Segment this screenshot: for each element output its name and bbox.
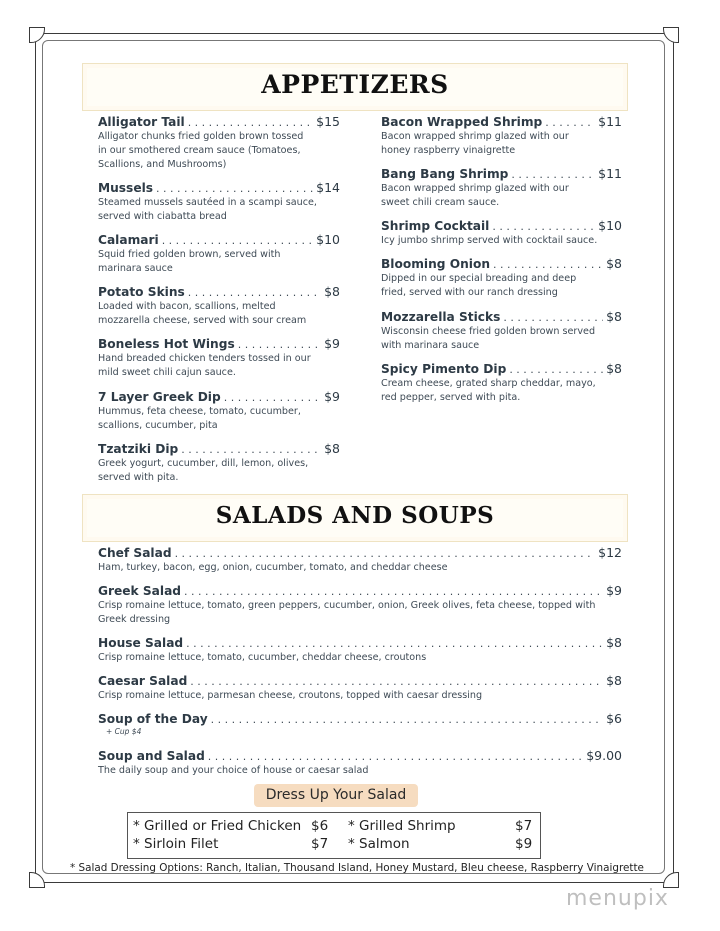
item-price: $8 — [606, 309, 622, 324]
item-description: Hummus, feta cheese, tomato, cucumber, scallions, cucumber, pita — [98, 406, 301, 431]
menu-item — [98, 583, 622, 627]
item-description: Crisp romaine lettuce, parmesan cheese, croutons, topped with caesar dressing — [98, 690, 483, 701]
item-price: $11 — [598, 114, 622, 129]
item-name: Shrimp Cocktail — [381, 219, 490, 233]
addon-name: * Sirloin Filet — [133, 836, 219, 852]
addon-price: $7 — [311, 836, 329, 852]
menu-item — [98, 635, 622, 665]
salad-addons-box — [127, 812, 541, 859]
menu-item — [381, 256, 622, 300]
item-name: Potato Skins — [98, 285, 185, 299]
item-description: Hand breaded chicken tenders tossed in our mild sweet chili cajun sauce. — [98, 353, 311, 378]
item-description: Alligator chunks fried golden brown tossed in our smothered cream sauce (Tomatoes, Scallions, and Mushrooms) — [98, 131, 304, 170]
item-name: Soup of the Day — [98, 712, 208, 726]
appetizers-title: APPETIZERS — [261, 70, 449, 99]
item-description: Greek yogurt, cucumber, dill, lemon, olives, served with pita. — [98, 458, 309, 483]
addon-name: * Salmon — [348, 836, 410, 852]
item-description: Crisp romaine lettuce, tomato, cucumber, cheddar cheese, croutons — [98, 652, 427, 663]
item-price: $8 — [324, 441, 340, 456]
menu-item — [98, 284, 340, 328]
item-name: Tzatziki Dip — [98, 442, 179, 456]
item-price: $9.00 — [586, 748, 622, 763]
item-price: $11 — [598, 166, 622, 181]
addon-price: $7 — [515, 818, 533, 834]
item-price: $10 — [598, 218, 622, 233]
menu-item — [98, 545, 622, 575]
item-description: Icy jumbo shrimp served with cocktail sauce. — [381, 235, 598, 246]
menu-item — [98, 441, 340, 485]
dress-up-salad-label: Dress Up Your Salad — [254, 784, 418, 807]
item-name: 7 Layer Greek Dip — [98, 390, 221, 404]
salad-dressing-options: * Salad Dressing Options: Ranch, Italian, Thousand Island, Honey Mustard, Bleu cheese, Raspberry Vinaigrette — [70, 862, 644, 874]
menu-item — [98, 673, 622, 703]
item-price: $9 — [324, 336, 340, 351]
item-name: Boneless Hot Wings — [98, 337, 235, 351]
item-addon-note: + Cup $4 — [106, 727, 142, 736]
item-price: $8 — [324, 284, 340, 299]
item-name: Caesar Salad — [98, 674, 188, 688]
item-name: Bang Bang Shrimp — [381, 167, 509, 181]
item-price: $8 — [606, 673, 622, 688]
menu-item — [381, 166, 622, 210]
item-description: Loaded with bacon, scallions, melted mozzarella cheese, served with sour cream — [98, 301, 307, 326]
menu-item — [98, 748, 622, 778]
menu-item — [98, 232, 340, 276]
item-description: Cream cheese, grated sharp cheddar, mayo, red pepper, served with pita. — [381, 378, 596, 403]
item-description: Dipped in our special breading and deep fried, served with our ranch dressing — [381, 273, 577, 298]
item-name: House Salad — [98, 636, 184, 650]
item-name: Alligator Tail — [98, 115, 185, 129]
item-description: Bacon wrapped shrimp glazed with our honey raspberry vinaigrette — [381, 131, 569, 156]
menu-item — [98, 336, 340, 380]
item-name: Greek Salad — [98, 584, 182, 598]
menu-item — [98, 180, 340, 224]
salads-title: SALADS AND SOUPS — [215, 502, 495, 529]
addon-name: * Grilled or Fried Chicken — [133, 818, 302, 834]
item-description: Bacon wrapped shrimp glazed with our sweet chili cream sauce. — [381, 183, 569, 208]
item-description: Crisp romaine lettuce, tomato, green peppers, cucumber, onion, Greek olives, feta cheese, topped with Greek dressing — [98, 600, 596, 625]
item-name: Soup and Salad — [98, 749, 205, 763]
menu-item — [381, 114, 622, 158]
item-price: $8 — [606, 361, 622, 376]
item-price: $9 — [324, 389, 340, 404]
watermark: menupix — [566, 886, 669, 911]
item-price: $8 — [606, 256, 622, 271]
item-description: Wisconsin cheese fried golden brown served with marinara sauce — [381, 326, 596, 351]
menu-item — [381, 309, 622, 353]
menu-item — [381, 361, 622, 405]
item-price: $14 — [316, 180, 340, 195]
item-price: $10 — [316, 232, 340, 247]
item-price: $9 — [606, 583, 622, 598]
item-description: Steamed mussels sautéed in a scampi sauce, served with ciabatta bread — [98, 197, 317, 222]
item-name: Mozzarella Sticks — [381, 310, 501, 324]
item-name: Calamari — [98, 233, 159, 247]
item-description: Squid fried golden brown, served with marinara sauce — [98, 249, 281, 274]
item-price: $12 — [598, 545, 622, 560]
item-price: $8 — [606, 635, 622, 650]
addon-name: * Grilled Shrimp — [348, 818, 456, 834]
menu-item — [381, 218, 622, 248]
item-price: $15 — [316, 114, 340, 129]
menu-item — [98, 114, 340, 172]
item-name: Chef Salad — [98, 546, 172, 560]
menu-item — [98, 711, 622, 736]
item-price: $6 — [606, 711, 622, 726]
addon-price: $6 — [311, 818, 329, 834]
menu-item — [98, 389, 340, 433]
item-description: Ham, turkey, bacon, egg, onion, cucumber, tomato, and cheddar cheese — [98, 562, 448, 573]
item-name: Mussels — [98, 181, 154, 195]
item-name: Bacon Wrapped Shrimp — [381, 115, 543, 129]
item-description: The daily soup and your choice of house or caesar salad — [98, 765, 369, 776]
item-name: Spicy Pimento Dip — [381, 362, 507, 376]
addon-price: $9 — [515, 836, 533, 852]
item-name: Blooming Onion — [381, 257, 490, 271]
